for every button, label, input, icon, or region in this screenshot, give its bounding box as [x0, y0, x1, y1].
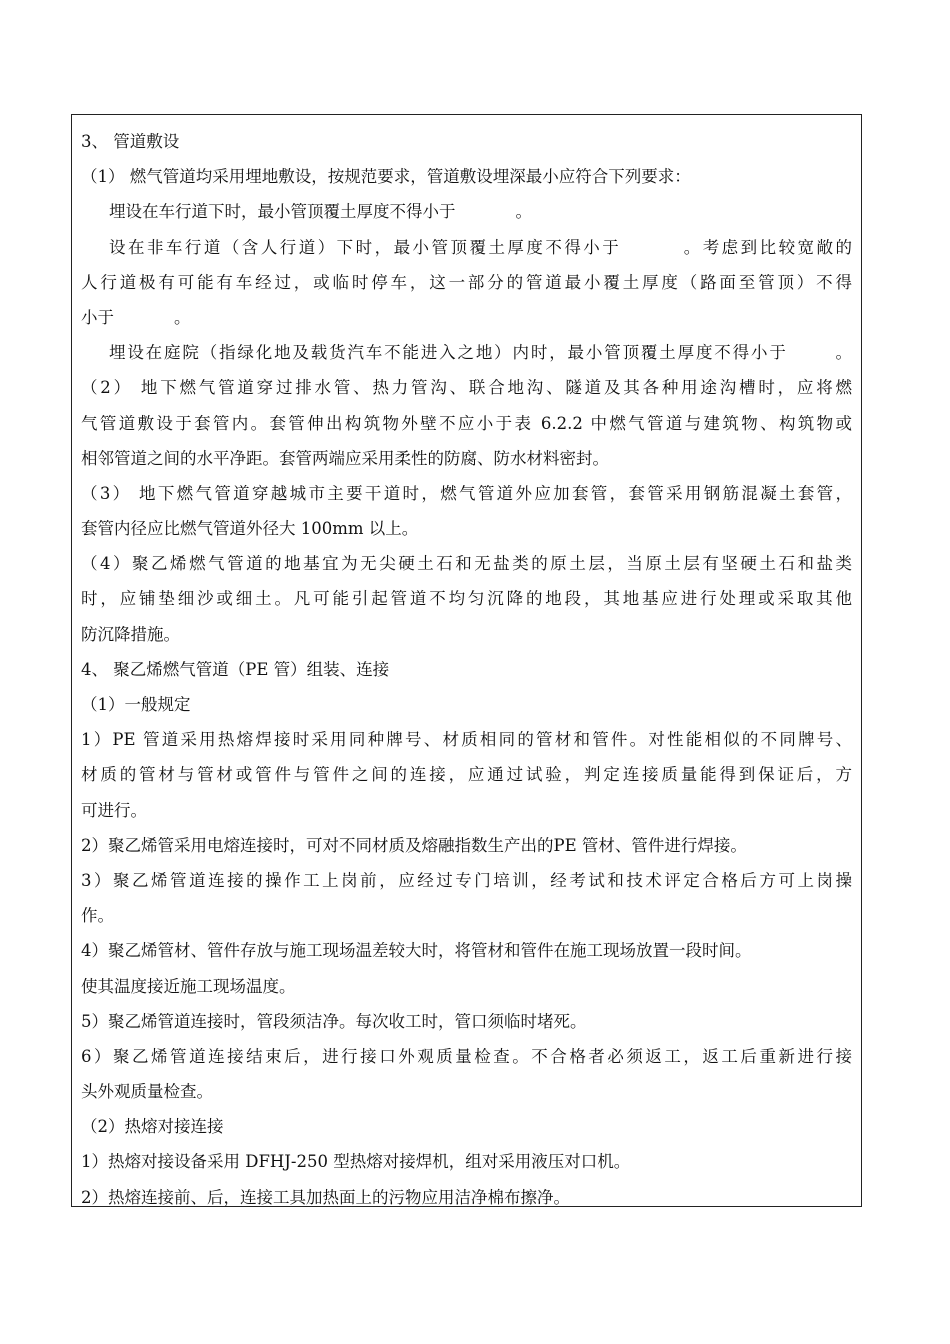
- paragraph-line: （2） 地下燃气管道穿过排水管、热力管沟、联合地沟、隧道及其各种用途沟槽时，应将燃: [81, 378, 852, 398]
- paragraph-line: 小于 。: [81, 307, 191, 327]
- paragraph-line: 套管内径应比燃气管道外径大 100mm 以上。: [81, 519, 419, 539]
- subsection-heading: （1）一般规定: [81, 695, 191, 714]
- paragraph-line: 气管道敷设于套管内。套管伸出构筑物外壁不应小于表 6.2.2 中燃气管道与建筑物、构筑物或: [81, 413, 852, 433]
- paragraph-line: 5）聚乙烯管道连接时，管段须洁净。每次收工时，管口须临时堵死。: [81, 1011, 587, 1031]
- paragraph-line: 1）热熔对接设备采用 DFHJ-250 型热熔对接焊机，组对采用液压对口机。: [81, 1152, 631, 1172]
- paragraph-line: 设在非车行道（含人行道）下时，最小管顶覆土厚度不得小于 。考虑到比较宽敞的: [109, 237, 852, 257]
- paragraph-line: （3） 地下燃气管道穿越城市主要干道时，燃气管道外应加套管，套管采用钢筋混凝土套管，: [81, 483, 852, 503]
- paragraph-line: 埋设在庭院（指绿化地及载货汽车不能进入之地）内时，最小管顶覆土厚度不得小于 。: [109, 343, 852, 363]
- paragraph-line: 作。: [81, 906, 114, 926]
- paragraph-line: 防沉降措施。: [81, 624, 180, 644]
- document-body: [81, 124, 852, 1215]
- paragraph-line: 2）聚乙烯管采用电熔连接时，可对不同材质及熔融指数生产出的PE 管材、管件进行焊接。: [81, 835, 747, 855]
- subsection-heading: （2）热熔对接连接: [81, 1117, 224, 1137]
- paragraph-line: 2）热熔连接前、后，连接工具加热面上的污物应用洁净棉布擦净。: [81, 1187, 570, 1207]
- paragraph-line: 可进行。: [81, 800, 147, 820]
- paragraph-line: 埋设在车行道下时，最小管顶覆土厚度不得小于 。: [109, 202, 532, 222]
- paragraph-line: 材质的管材与管材或管件与管件之间的连接，应通过试验，判定连接质量能得到保证后，方: [81, 765, 852, 785]
- paragraph-line: 使其温度接近施工现场温度。: [81, 976, 296, 996]
- paragraph-line: 时，应铺垫细沙或细土。凡可能引起管道不均匀沉降的地段，其地基应进行处理或采取其他: [81, 589, 852, 609]
- paragraph-line: 4）聚乙烯管材、管件存放与施工现场温差较大时，将管材和管件在施工现场放置一段时间。: [81, 941, 752, 961]
- document-frame: [71, 114, 862, 1207]
- paragraph-line: 3）聚乙烯管道连接的操作工上岗前，应经过专门培训，经考试和技术评定合格后方可上岗操: [81, 870, 852, 890]
- paragraph-line: 头外观质量检查。: [81, 1082, 213, 1102]
- section-heading-pe-pipe: 4、 聚乙烯燃气管道（PE 管）组装、连接: [81, 659, 390, 679]
- paragraph-line: 6）聚乙烯管道连接结束后，进行接口外观质量检查。不合格者必须返工，返工后重新进行接: [81, 1046, 852, 1066]
- paragraph-line: （1） 燃气管道均采用埋地敷设，按规范要求，管道敷设埋深最小应符合下列要求：: [81, 167, 691, 187]
- paragraph-line: 1）PE 管道采用热熔焊接时采用同种牌号、材质相同的管材和管件。对性能相似的不同牌号、: [81, 730, 852, 750]
- paragraph-line: 相邻管道之间的水平净距。套管两端应采用柔性的防腐、防水材料密封。: [81, 448, 609, 468]
- section-heading-pipe-laying: 3、 管道敷设: [81, 132, 180, 151]
- paragraph-line: （4）聚乙烯燃气管道的地基宜为无尖硬土石和无盐类的原土层，当原土层有坚硬土石和盐类: [81, 554, 852, 574]
- paragraph-line: 人行道极有可能有车经过，或临时停车，这一部分的管道最小覆土厚度（路面至管顶）不得: [81, 272, 852, 292]
